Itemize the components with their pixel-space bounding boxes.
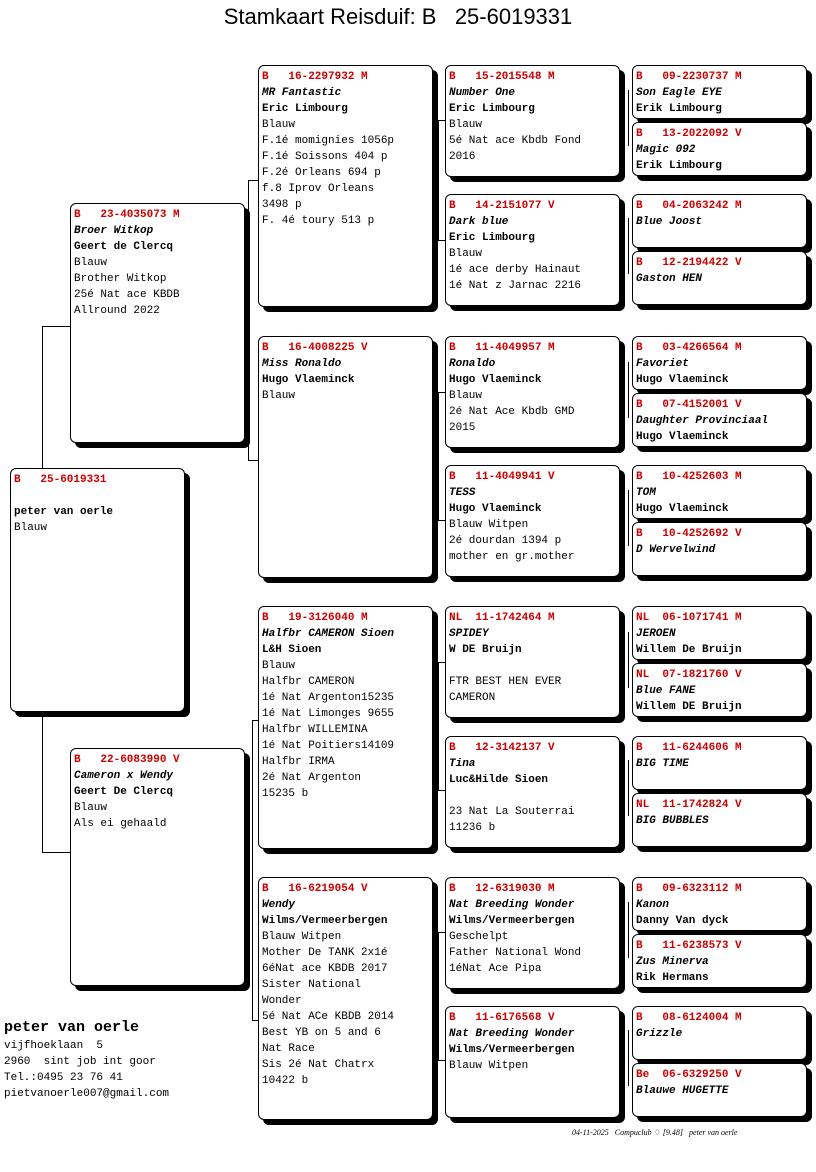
pigeon-card-mother[interactable] xyxy=(70,748,245,986)
pigeon-info-line: Blauw Witpen xyxy=(449,519,529,531)
ring-number: B 15-2015548 M xyxy=(449,71,555,83)
pigeon-info-line: F. 4é toury 513 p xyxy=(262,215,375,227)
ring-number: NL 11-1742824 V xyxy=(636,799,742,811)
connector xyxy=(438,120,439,240)
breeder-name: Hugo Vlaeminck xyxy=(262,374,355,386)
ring-number: B 14-2151077 V xyxy=(449,200,555,212)
breeder-name: Luc&Hilde Sioen xyxy=(449,774,549,786)
pigeon-card-fff[interactable] xyxy=(445,65,620,177)
pigeon-info-line: 2015 xyxy=(449,422,476,434)
breeder-name: Hugo Vlaeminck xyxy=(636,374,729,386)
owner-block xyxy=(4,1018,169,1102)
connector xyxy=(628,1030,629,1086)
pigeon-info-line: Blauw Witpen xyxy=(262,931,342,943)
pigeon-info-line: 23 Nat La Souterrai xyxy=(449,806,575,818)
pigeon-name: MR Fantastic xyxy=(262,87,342,99)
pigeon-card-father[interactable] xyxy=(70,203,245,443)
ring-number: B 16-4008225 V xyxy=(262,342,368,354)
pigeon-card-mfm[interactable] xyxy=(445,736,620,848)
pigeon-info-line: CAMERON xyxy=(449,692,496,704)
pigeon-name: Favoriet xyxy=(636,358,689,370)
connector xyxy=(628,218,629,274)
breeder-name: Hugo Vlaeminck xyxy=(449,503,542,515)
pigeon-info-line: Halfbr IRMA xyxy=(262,756,335,768)
pigeon-info-line: Blauw xyxy=(262,660,296,672)
connector xyxy=(42,326,43,468)
connector xyxy=(438,790,445,791)
breeder-name: Eric Limbourg xyxy=(449,103,535,115)
pigeon-info-line: Nat Race xyxy=(262,1043,315,1055)
pigeon-info-line: Als ei gehaald xyxy=(74,818,167,830)
pigeon-info-line: Father National Wond xyxy=(449,947,582,959)
pigeon-info-line: 15235 b xyxy=(262,788,309,800)
connector xyxy=(438,932,439,1060)
breeder-name: Geert De Clercq xyxy=(74,786,174,798)
pigeon-info-line: 11236 b xyxy=(449,822,496,834)
connector xyxy=(248,460,258,461)
connector xyxy=(438,120,445,121)
pigeon-card-g2[interactable] xyxy=(632,122,807,176)
ring-number: B 13-2022092 V xyxy=(636,128,742,140)
breeder-name: Danny Van dyck xyxy=(636,915,729,927)
connector xyxy=(42,852,70,853)
footer-credit: 04-11-2025 Compuclub ♢ [9.48] peter van oerle xyxy=(572,1128,738,1137)
ring-number: Be 06-6329250 V xyxy=(636,1069,742,1081)
pigeon-card-subject[interactable] xyxy=(10,468,185,712)
pigeon-info-line: Halfbr CAMERON xyxy=(262,676,355,688)
pigeon-name: Wendy xyxy=(262,899,296,911)
pigeon-card-g12[interactable] xyxy=(632,793,807,847)
connector xyxy=(628,362,629,418)
ring-number: B 08-6124004 M xyxy=(636,1012,742,1024)
connector xyxy=(628,90,629,146)
connector xyxy=(628,760,629,816)
pigeon-info-line: 2é Nat Ace Kbdb GMD xyxy=(449,406,575,418)
pigeon-name xyxy=(14,488,181,504)
pigeon-name: Zus Minerva xyxy=(636,956,709,968)
pigeon-info-line: 10422 b xyxy=(262,1075,309,1087)
connector xyxy=(628,902,629,958)
pigeon-info-line: Allround 2022 xyxy=(74,305,160,317)
pigeon-name: Miss Ronaldo xyxy=(262,358,342,370)
pigeon-card-fm[interactable] xyxy=(258,336,433,578)
connector xyxy=(438,1060,445,1061)
connector xyxy=(252,720,253,1020)
pigeon-name: Kanon xyxy=(636,899,670,911)
pigeon-info-line: Blauw xyxy=(449,390,483,402)
pigeon-info-line: Wonder xyxy=(262,995,302,1007)
ring-number: B 09-6323112 M xyxy=(636,883,742,895)
pigeon-info-line: Blauw xyxy=(449,248,483,260)
breeder-name: Geert de Clercq xyxy=(74,241,174,253)
pigeon-name: Nat Breeding Wonder xyxy=(449,1028,575,1040)
pigeon-info-line: FTR BEST HEN EVER xyxy=(449,676,562,688)
connector xyxy=(628,632,629,688)
ring-number: B 22-6083990 V xyxy=(74,754,180,766)
pigeon-info-line: Geschelpt xyxy=(449,931,509,943)
pigeon-info-line: Brother Witkop xyxy=(74,273,167,285)
breeder-name: Erik Limbourg xyxy=(636,103,722,115)
breeder-name: L&H Sioen xyxy=(262,644,322,656)
pigeon-card-mff[interactable] xyxy=(445,606,620,718)
pigeon-card-g15[interactable] xyxy=(632,1006,807,1060)
pigeon-name: Gaston HEN xyxy=(636,273,703,285)
ring-number: B 12-3142137 V xyxy=(449,742,555,754)
pigeon-card-fmm[interactable] xyxy=(445,465,620,577)
pigeon-info-line: Sis 2é Nat Chatrx xyxy=(262,1059,375,1071)
pigeon-name: D Wervelwind xyxy=(636,544,716,556)
pigeon-info-line: 5é Nat ace Kbdb Fond xyxy=(449,135,582,147)
pigeon-card-fmf[interactable] xyxy=(445,336,620,448)
pigeon-name: Dark blue xyxy=(449,216,509,228)
connector xyxy=(438,520,445,521)
breeder-name: Rik Hermans xyxy=(636,972,709,984)
breeder-name: Wilms/Vermeerbergen xyxy=(449,915,575,927)
pigeon-info-line: Blauw xyxy=(74,257,108,269)
pigeon-name: Cameron x Wendy xyxy=(74,770,174,782)
pigeon-card-g13[interactable] xyxy=(632,877,807,931)
pigeon-name: JEROEN xyxy=(636,628,676,640)
pigeon-name: Ronaldo xyxy=(449,358,496,370)
pigeon-info-line xyxy=(449,788,616,804)
pigeon-name: Blauwe HUGETTE xyxy=(636,1085,729,1097)
pigeon-name: Daughter Provinciaal xyxy=(636,415,769,427)
ring-number: B 10-4252692 V xyxy=(636,528,742,540)
breeder-name: Wilms/Vermeerbergen xyxy=(262,915,388,927)
pigeon-name: TESS xyxy=(449,487,476,499)
pigeon-name: BIG BUBBLES xyxy=(636,815,709,827)
ring-number: B 11-4049957 M xyxy=(449,342,555,354)
ring-number: B 19-3126040 M xyxy=(262,612,368,624)
page-title: Stamkaart Reisduif: B 25-6019331 xyxy=(223,4,573,29)
pigeon-name: Number One xyxy=(449,87,516,99)
connector xyxy=(42,326,70,327)
ring-number: B 10-4252603 M xyxy=(636,471,742,483)
pigeon-info-line: 1é Nat Poitiers14109 xyxy=(262,740,395,752)
pigeon-name: Grizzle xyxy=(636,1028,683,1040)
connector xyxy=(438,662,439,790)
breeder-name: Hugo Vlaeminck xyxy=(449,374,542,386)
connector xyxy=(248,180,249,460)
pigeon-info-line: Blauw xyxy=(449,119,483,131)
ring-number: B 09-2230737 M xyxy=(636,71,742,83)
pigeon-card-g4[interactable] xyxy=(632,251,807,305)
owner-phone: Tel.:0495 23 76 41 xyxy=(4,1072,123,1084)
pigeon-name: Son Eagle EYE xyxy=(636,87,722,99)
pigeon-card-g8[interactable] xyxy=(632,522,807,576)
connector xyxy=(248,180,258,181)
connector xyxy=(438,662,445,663)
pigeon-card-g11[interactable] xyxy=(632,736,807,790)
breeder-name: Erik Limbourg xyxy=(636,160,722,172)
pigeon-name: Magic 092 xyxy=(636,144,696,156)
pigeon-card-mmf[interactable] xyxy=(445,877,620,989)
pigeon-card-g10[interactable] xyxy=(632,663,807,717)
owner-address-line2: 2960 sint job int goor xyxy=(4,1056,156,1068)
connector xyxy=(438,392,439,520)
ring-number: NL 07-1821760 V xyxy=(636,669,742,681)
pigeon-info-line: mother en gr.mother xyxy=(449,551,575,563)
pigeon-card-mmm[interactable] xyxy=(445,1006,620,1118)
breeder-name: W DE Bruijn xyxy=(449,644,522,656)
pigeon-info-line xyxy=(449,658,616,674)
breeder-name: Willem DE Bruijn xyxy=(636,701,742,713)
breeder-name: peter van oerle xyxy=(14,506,114,518)
pigeon-info-line: 1é ace derby Hainaut xyxy=(449,264,582,276)
pigeon-name: Halfbr CAMERON Sioen xyxy=(262,628,395,640)
pigeon-card-ff[interactable] xyxy=(258,65,433,307)
ring-number: NL 11-1742464 M xyxy=(449,612,555,624)
breeder-name: Willem De Bruijn xyxy=(636,644,742,656)
breeder-name: Eric Limbourg xyxy=(262,103,348,115)
pigeon-name: Tina xyxy=(449,758,476,770)
ring-number: B 23-4035073 M xyxy=(74,209,180,221)
breeder-name: Wilms/Vermeerbergen xyxy=(449,1044,575,1056)
owner-name: peter van oerle xyxy=(4,1019,140,1036)
pigeon-card-mm[interactable] xyxy=(258,877,433,1120)
pigeon-name: Blue FANE xyxy=(636,685,696,697)
pigeon-card-g6[interactable] xyxy=(632,393,807,447)
pigeon-name: SPIDEY xyxy=(449,628,489,640)
pigeon-info-line: Halfbr WILLEMINA xyxy=(262,724,368,736)
connector xyxy=(438,240,445,241)
pigeon-info-line: 1éNat Ace Pipa xyxy=(449,963,542,975)
pigeon-info-line: Blauw xyxy=(262,390,296,402)
pigeon-info-line: 1é Nat Argenton15235 xyxy=(262,692,395,704)
owner-address-line1: vijfhoeklaan 5 xyxy=(4,1040,104,1052)
ring-number: B 16-6219054 V xyxy=(262,883,368,895)
pigeon-card-g3[interactable] xyxy=(632,194,807,248)
connector xyxy=(42,712,43,852)
ring-number: B 12-6319030 M xyxy=(449,883,555,895)
pigeon-info-line: 1é Nat z Jarnac 2216 xyxy=(449,280,582,292)
pigeon-info-line: 2é Nat Argenton xyxy=(262,772,362,784)
ring-number: B 12-2194422 V xyxy=(636,257,742,269)
pigeon-info-line: 25é Nat ace KBDB xyxy=(74,289,180,301)
ring-number: B 07-4152001 V xyxy=(636,399,742,411)
pigeon-card-g7[interactable] xyxy=(632,465,807,519)
ring-number: NL 06-1071741 M xyxy=(636,612,742,624)
ring-number: B 11-6238573 V xyxy=(636,940,742,952)
pigeon-info-line: Mother De TANK 2x1é xyxy=(262,947,388,959)
pigeon-info-line: 1é Nat Limonges 9655 xyxy=(262,708,395,720)
pigeon-name: Broer Witkop xyxy=(74,225,154,237)
pigeon-card-g5[interactable] xyxy=(632,336,807,390)
pigeon-card-g16[interactable] xyxy=(632,1063,807,1117)
ring-number: B 11-6244606 M xyxy=(636,742,742,754)
ring-number: B 11-4049941 V xyxy=(449,471,555,483)
pigeon-card-g14[interactable] xyxy=(632,934,807,988)
pigeon-card-ffm[interactable] xyxy=(445,194,620,306)
pigeon-info-line: Blauw xyxy=(74,802,108,814)
pigeon-info-line: f.8 Iprov Orleans xyxy=(262,183,375,195)
connector xyxy=(628,490,629,546)
pigeon-info-line: Best YB on 5 and 6 xyxy=(262,1027,381,1039)
ring-number: B 16-2297932 M xyxy=(262,71,368,83)
pigeon-info-line: Sister National xyxy=(262,979,362,991)
pigeon-info-line: F.1é Soissons 404 p xyxy=(262,151,388,163)
pigeon-name: BIG TIME xyxy=(636,758,689,770)
breeder-name: Hugo Vlaeminck xyxy=(636,431,729,443)
ring-number: B 25-6019331 xyxy=(14,474,107,486)
pigeon-name: Nat Breeding Wonder xyxy=(449,899,575,911)
breeder-name: Eric Limbourg xyxy=(449,232,535,244)
connector xyxy=(438,392,445,393)
pigeon-info-line: Blauw Witpen xyxy=(449,1060,529,1072)
pigeon-card-g9[interactable] xyxy=(632,606,807,660)
pigeon-info-line: 3498 p xyxy=(262,199,302,211)
ring-number: B 11-6176568 V xyxy=(449,1012,555,1024)
pigeon-info-line: F.1é momignies 1056p xyxy=(262,135,395,147)
breeder-name: Hugo Vlaeminck xyxy=(636,503,729,515)
pigeon-name: Blue Joost xyxy=(636,216,703,228)
pigeon-info-line: Blauw xyxy=(262,119,296,131)
ring-number: B 03-4266564 M xyxy=(636,342,742,354)
pigeon-name: TOM xyxy=(636,487,656,499)
pigeon-info-line: 6éNat ace KBDB 2017 xyxy=(262,963,388,975)
pigeon-card-mf[interactable] xyxy=(258,606,433,849)
pigeon-info-line: 5é Nat ACe KBDB 2014 xyxy=(262,1011,395,1023)
pigeon-info-line: Blauw xyxy=(14,522,48,534)
ring-number: B 04-2063242 M xyxy=(636,200,742,212)
owner-email: pietvanoerle007@gmail.com xyxy=(4,1088,170,1100)
pigeon-info-line: 2é dourdan 1394 p xyxy=(449,535,562,547)
pigeon-info-line: F.2é Orleans 694 p xyxy=(262,167,381,179)
connector xyxy=(438,932,445,933)
pigeon-card-g1[interactable] xyxy=(632,65,807,119)
pigeon-info-line: 2016 xyxy=(449,151,476,163)
